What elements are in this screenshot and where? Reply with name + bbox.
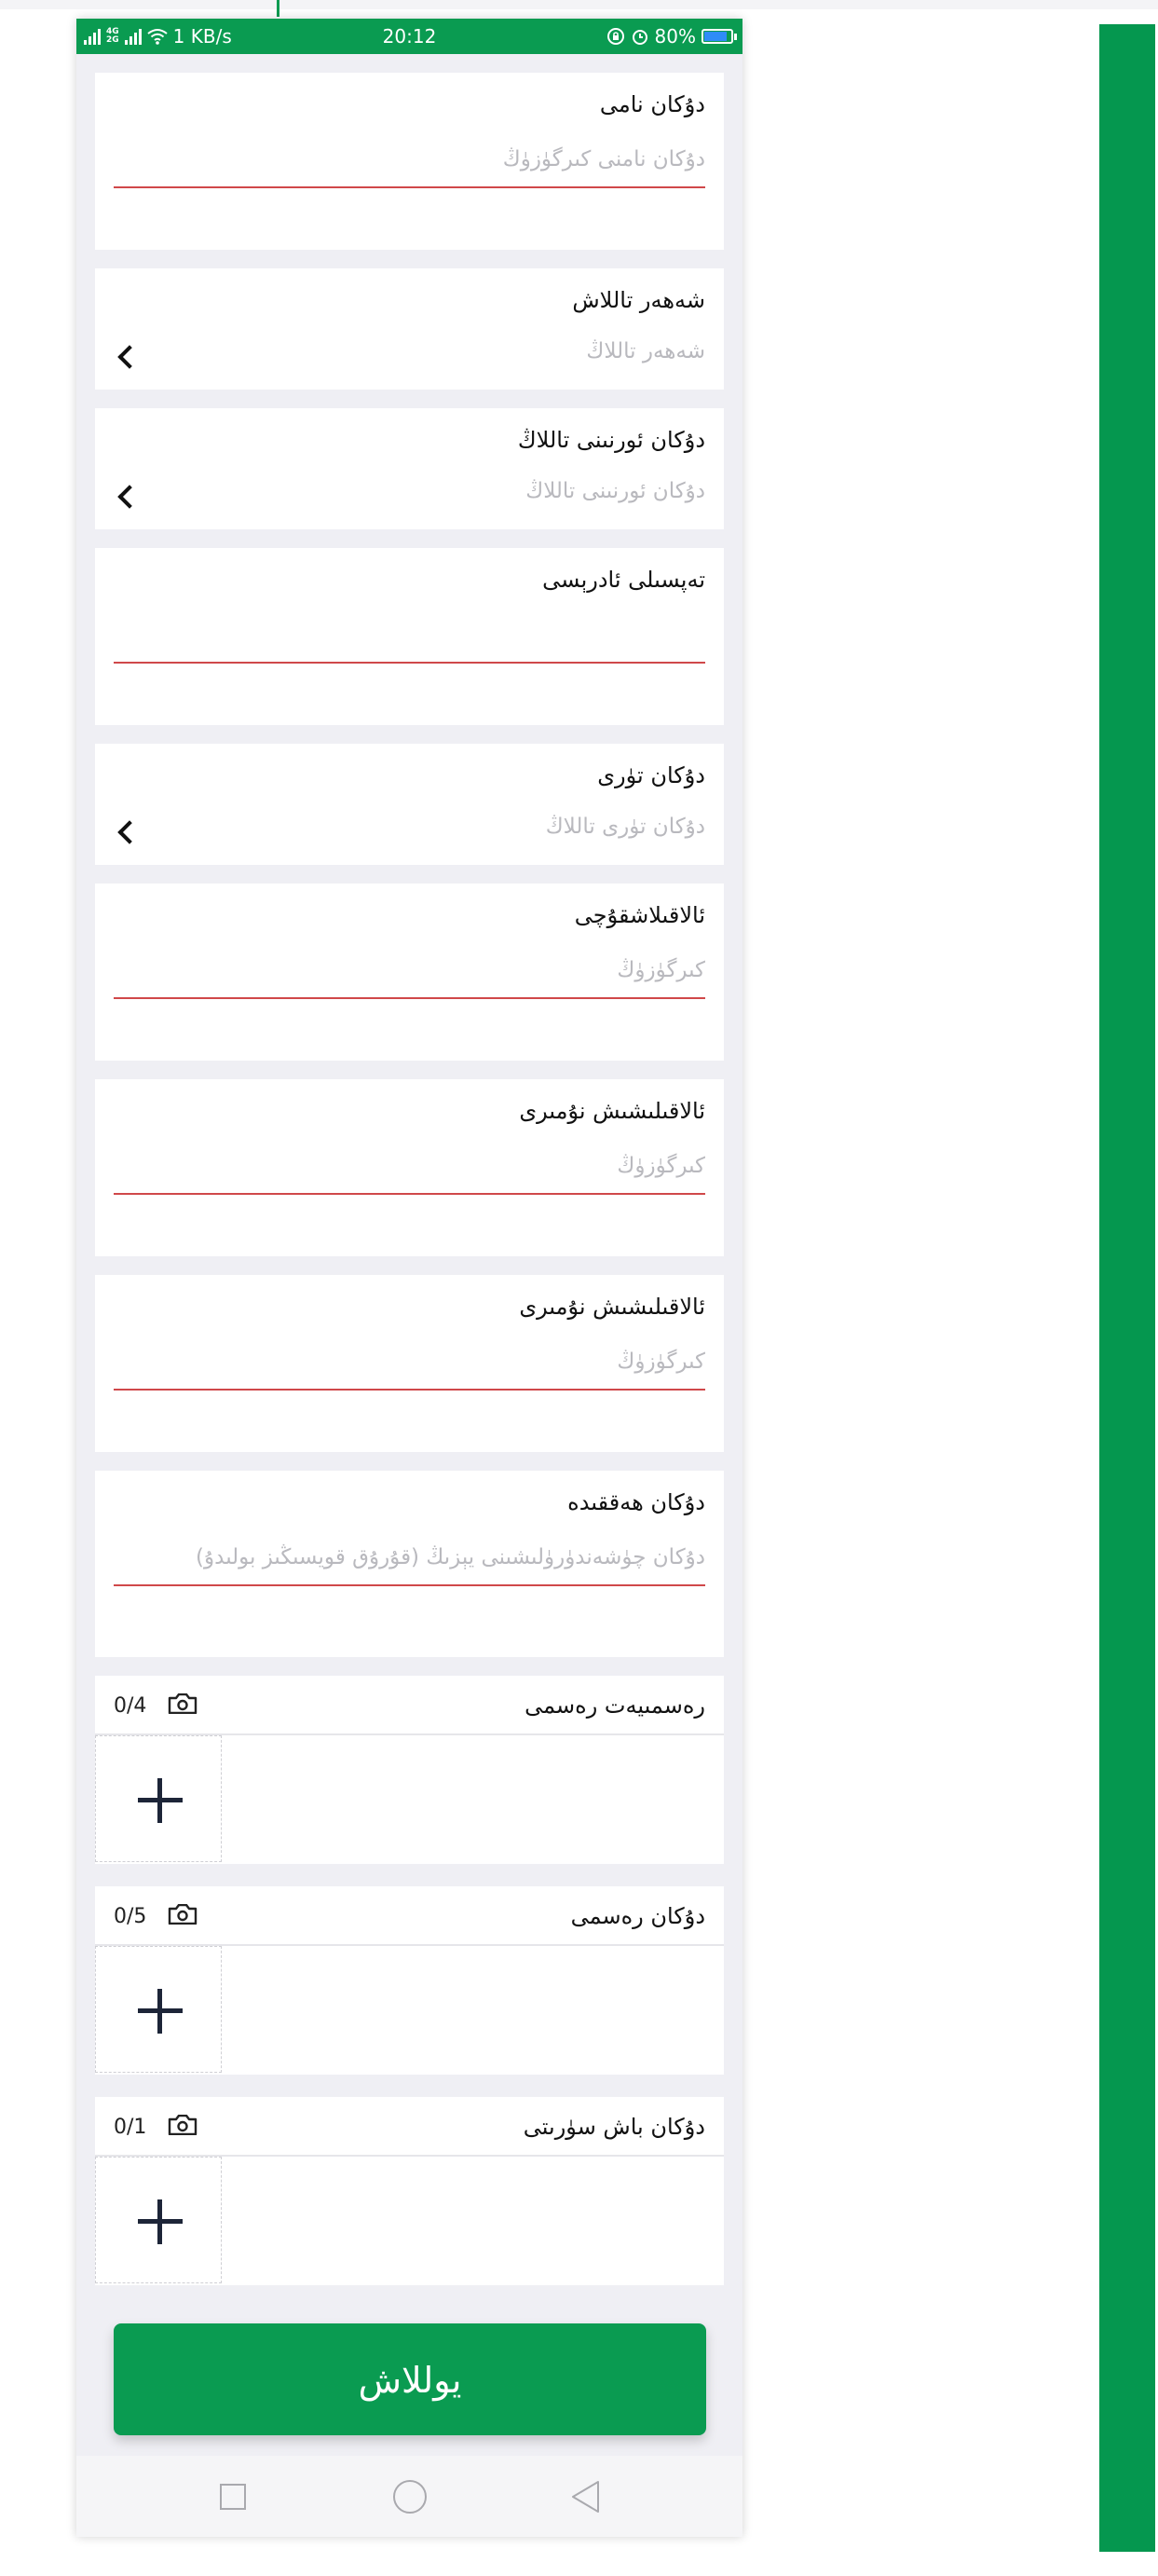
photo-grid-cover bbox=[95, 2157, 724, 2285]
shop-name-card bbox=[95, 73, 724, 250]
address-card bbox=[95, 548, 724, 725]
city-select-card[interactable] bbox=[95, 268, 724, 390]
photo-header-license bbox=[95, 1676, 724, 1735]
photo-count: 0/5 bbox=[114, 1905, 147, 1928]
photo-title: رەسمىيەت رەسمى bbox=[525, 1692, 705, 1719]
plus-icon bbox=[157, 1778, 162, 1823]
location-select[interactable]: دۇكان ئورنىنى تاللاڭ bbox=[525, 479, 705, 503]
system-nav-bar bbox=[76, 2456, 742, 2537]
status-bar bbox=[76, 19, 742, 54]
address-label: تەپسىلى ئادرېسى bbox=[542, 567, 705, 593]
contact-number-underline bbox=[114, 1193, 705, 1195]
add-photo-button[interactable] bbox=[95, 1946, 222, 2073]
camera-icon[interactable] bbox=[168, 1693, 198, 1714]
description-label: دۇكان ھەققىدە bbox=[567, 1489, 705, 1515]
shop-type-select[interactable]: دۇكان تۈرى تاللاڭ bbox=[545, 815, 705, 839]
battery-icon bbox=[702, 29, 733, 44]
contact-number-input[interactable]: كىرگۈزۈڭ bbox=[617, 1350, 705, 1374]
description-input[interactable]: دۇكان چۈشەندۈرۈلىشىنى يېزىڭ (قۇرۇق قويسىڭىز بولىدۇ) bbox=[196, 1545, 705, 1569]
location-label: دۇكان ئورنىنى تاللاڭ bbox=[517, 427, 705, 453]
photo-count: 0/1 bbox=[114, 2116, 147, 2139]
contact-person-card bbox=[95, 884, 724, 1061]
shop-name-input[interactable]: دۇكان نامنى كىرگۈزۈڭ bbox=[502, 147, 705, 171]
city-select[interactable]: شەھەر تاللاڭ bbox=[586, 339, 705, 363]
shop-name-underline bbox=[114, 186, 705, 188]
photo-header-shop bbox=[95, 1886, 724, 1946]
plus-icon bbox=[157, 2199, 162, 2244]
alarm-icon bbox=[631, 27, 649, 46]
camera-icon[interactable] bbox=[168, 2115, 198, 2135]
contact-number-underline bbox=[114, 1389, 705, 1391]
window-top-edge bbox=[0, 0, 1158, 9]
submit-button[interactable]: يوللاش bbox=[114, 2323, 706, 2435]
phone-screen bbox=[76, 19, 742, 2537]
status-right bbox=[606, 25, 733, 48]
city-label: شەھەر تاللاش bbox=[572, 287, 705, 313]
nav-recents-icon[interactable] bbox=[220, 2484, 246, 2510]
contact-person-label: ئالاقىلاشقۇچى bbox=[574, 902, 705, 928]
address-underline bbox=[114, 662, 705, 664]
contact-person-underline bbox=[114, 997, 705, 999]
camera-icon[interactable] bbox=[168, 1904, 198, 1925]
photo-title: دۇكان باش سۈرىتى bbox=[523, 2114, 705, 2140]
network-speed: 1 KB/s bbox=[172, 25, 232, 48]
chevron-left-icon[interactable] bbox=[117, 345, 141, 368]
side-panel-green bbox=[1099, 24, 1155, 2552]
contact-number-card-1 bbox=[95, 1079, 724, 1256]
contact-person-input[interactable]: كىرگۈزۈڭ bbox=[617, 958, 705, 982]
location-select-card[interactable] bbox=[95, 408, 724, 529]
photo-header-cover bbox=[95, 2097, 724, 2157]
nav-back-icon[interactable] bbox=[570, 2480, 602, 2514]
shop-type-label: دۇكان تۈرى bbox=[597, 762, 705, 788]
contact-number-input[interactable]: كىرگۈزۈڭ bbox=[617, 1154, 705, 1178]
photo-grid-shop bbox=[95, 1946, 724, 2075]
chevron-left-icon[interactable] bbox=[117, 485, 141, 508]
nav-home-icon[interactable] bbox=[393, 2480, 427, 2514]
photo-title: دۇكان رەسمى bbox=[570, 1903, 705, 1929]
status-time: 20:12 bbox=[382, 25, 437, 48]
contact-number-card-2 bbox=[95, 1275, 724, 1452]
photo-count: 0/4 bbox=[114, 1694, 147, 1718]
plus-icon bbox=[157, 1989, 162, 2034]
battery-percent: 80% bbox=[654, 25, 696, 48]
window-top-marker bbox=[277, 0, 279, 17]
description-card bbox=[95, 1471, 724, 1657]
add-photo-button[interactable] bbox=[95, 2157, 222, 2283]
chevron-left-icon[interactable] bbox=[117, 820, 141, 843]
lock-rotation-icon bbox=[606, 27, 625, 46]
description-underline bbox=[114, 1584, 705, 1586]
contact-number-label: ئالاقىلىشىش نۇمىرى bbox=[519, 1098, 705, 1124]
photo-grid-license bbox=[95, 1735, 724, 1864]
contact-number-label: ئالاقىلىشىش نۇمىرى bbox=[519, 1294, 705, 1320]
shop-type-card[interactable] bbox=[95, 744, 724, 865]
network-type: 4G 2G bbox=[106, 27, 119, 45]
shop-name-label: دۇكان نامى bbox=[599, 91, 705, 117]
add-photo-button[interactable] bbox=[95, 1735, 222, 1862]
